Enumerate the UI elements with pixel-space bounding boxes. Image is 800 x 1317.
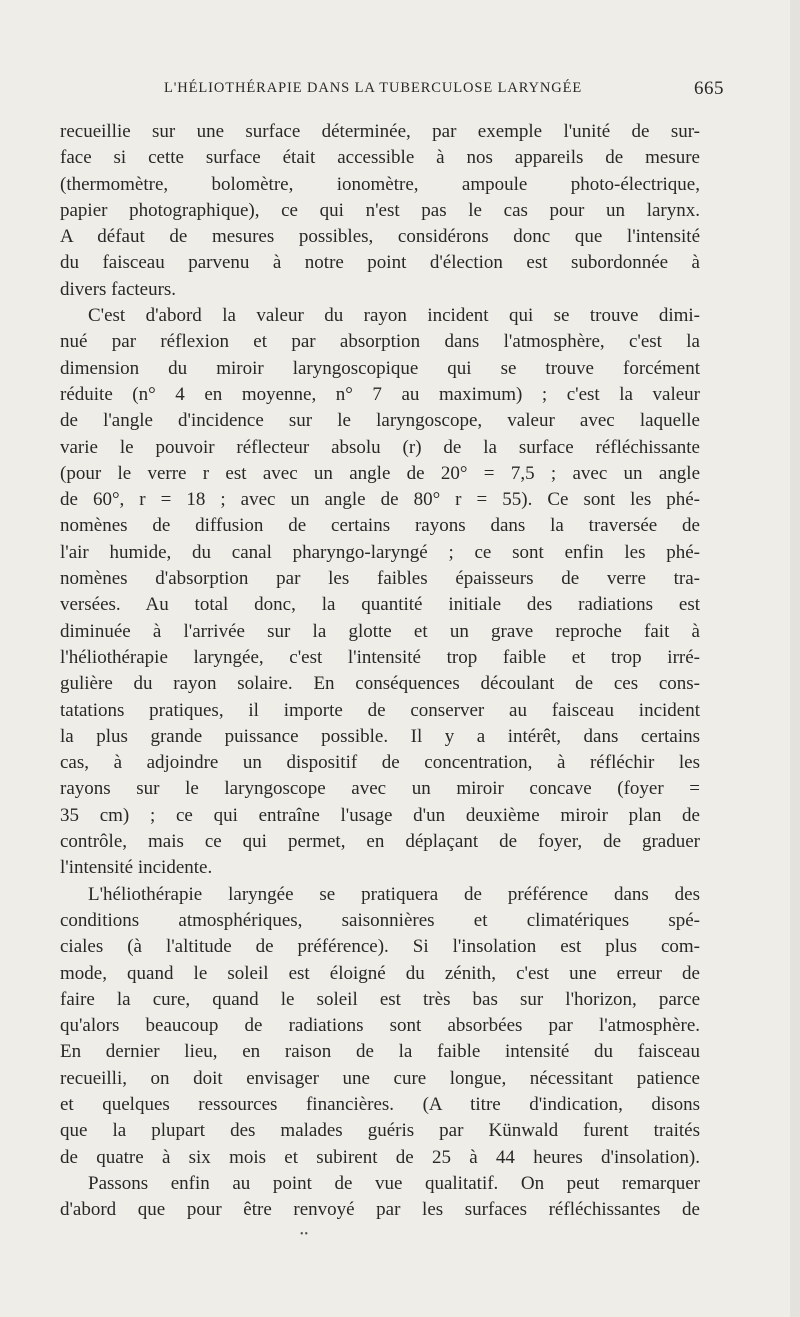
text-line: (thermomètre, bolomètre, ionomètre, ampoule photo-électrique, bbox=[60, 173, 700, 195]
text-line: Passons enfin au point de vue qualitatif. On peut remarquer bbox=[88, 1172, 700, 1194]
text-line: qu'alors beaucoup de radiations sont absorbées par l'atmosphère. bbox=[60, 1015, 700, 1037]
text-line: recueilli, on doit envisager une cure longue, nécessitant patience bbox=[60, 1067, 700, 1089]
text-line: mode, quand le soleil est éloigné du zénith, c'est une erreur de bbox=[60, 962, 700, 984]
text-line: contrôle, mais ce qui permet, en déplaçant de foyer, de graduer bbox=[60, 831, 700, 853]
text-line: et quelques ressources financières. (A titre d'indication, disons bbox=[60, 1093, 700, 1115]
text-line: rayons sur le laryngoscope avec un miroir concave (foyer = bbox=[60, 778, 700, 800]
text-line: nomènes d'absorption par les faibles épaisseurs de verre tra- bbox=[60, 568, 700, 590]
text-line: ciales (à l'altitude de préférence). Si l'insolation est plus com- bbox=[60, 936, 700, 958]
text-line: divers facteurs. bbox=[60, 278, 177, 300]
page-header bbox=[60, 78, 724, 102]
text-line: tatations pratiques, il importe de conserver au faisceau incident bbox=[60, 699, 700, 721]
text-line: d'abord que pour être renvoyé par les surfaces réfléchissantes de bbox=[60, 1199, 700, 1221]
text-line: l'intensité incidente. bbox=[60, 857, 213, 879]
text-line: l'air humide, du canal pharyngo-laryngé ; ce sont enfin les phé- bbox=[60, 541, 700, 563]
text-line: de l'angle d'incidence sur le laryngoscope, valeur avec laquelle bbox=[60, 410, 700, 432]
text-line: réduite (n° 4 en moyenne, n° 7 au maximum) ; c'est la valeur bbox=[60, 383, 700, 405]
text-line: du faisceau parvenu à notre point d'élection est subordonnée à bbox=[60, 252, 700, 274]
text-line: diminuée à l'arrivée sur la glotte et un grave reproche fait à bbox=[60, 620, 700, 642]
text-line: cas, à adjoindre un dispositif de concentration, à réfléchir les bbox=[60, 752, 700, 774]
text-line: gulière du rayon solaire. En conséquences découlant de ces cons- bbox=[60, 673, 700, 695]
running-title: L'HÉLIOTHÉRAPIE DANS LA TUBERCULOSE LARYNGÉE bbox=[164, 80, 583, 96]
text-line: recueillie sur une surface déterminée, par exemple l'unité de sur- bbox=[60, 121, 700, 142]
text-line: que la plupart des malades guéris par Künwald furent traités bbox=[60, 1120, 700, 1142]
text-line: l'héliothérapie laryngée, c'est l'intensité trop faible et trop irré- bbox=[60, 646, 700, 668]
text-line: A défaut de mesures possibles, considérons donc que l'intensité bbox=[60, 226, 700, 248]
text-line: de quatre à six mois et subirent de 25 à 44 heures d'insolation). bbox=[60, 1146, 700, 1168]
text-line: conditions atmosphériques, saisonnières et climatériques spé- bbox=[60, 909, 700, 931]
text-line: L'héliothérapie laryngée se pratiquera de préférence dans des bbox=[88, 883, 700, 905]
text-line: nué par réflexion et par absorption dans l'atmosphère, c'est la bbox=[60, 331, 700, 353]
text-line: la plus grande puissance possible. Il y a intérêt, dans certains bbox=[60, 725, 700, 747]
text-line: face si cette surface était accessible à nos appareils de mesure bbox=[60, 147, 700, 169]
text-line: C'est d'abord la valeur du rayon incident qui se trouve dimi- bbox=[88, 305, 700, 327]
text-line: nomènes de diffusion de certains rayons dans la traversée de bbox=[60, 515, 700, 537]
text-line: (pour le verre r est avec un angle de 20° = 7,5 ; avec un angle bbox=[60, 462, 700, 484]
text-line: dimension du miroir laryngoscopique qui se trouve forcément bbox=[60, 357, 700, 379]
text-line: de 60°, r = 18 ; avec un angle de 80° r = 55). Ce sont les phé- bbox=[60, 489, 700, 511]
text-line: varie le pouvoir réflecteur absolu (r) de la surface réfléchissante bbox=[60, 436, 700, 458]
printer-mark: •• bbox=[300, 1229, 310, 1240]
text-line: faire la cure, quand le soleil est très bas sur l'horizon, parce bbox=[60, 988, 700, 1010]
text-line: versées. Au total donc, la quantité initiale des radiations est bbox=[60, 594, 700, 616]
text-line: 35 cm) ; ce qui entraîne l'usage d'un deuxième miroir plan de bbox=[60, 804, 700, 826]
body-text bbox=[60, 119, 700, 1223]
page-number: 665 bbox=[694, 78, 724, 99]
text-line: En dernier lieu, en raison de la faible intensité du faisceau bbox=[60, 1041, 700, 1063]
text-line: papier photographique), ce qui n'est pas le cas pour un larynx. bbox=[60, 199, 700, 221]
